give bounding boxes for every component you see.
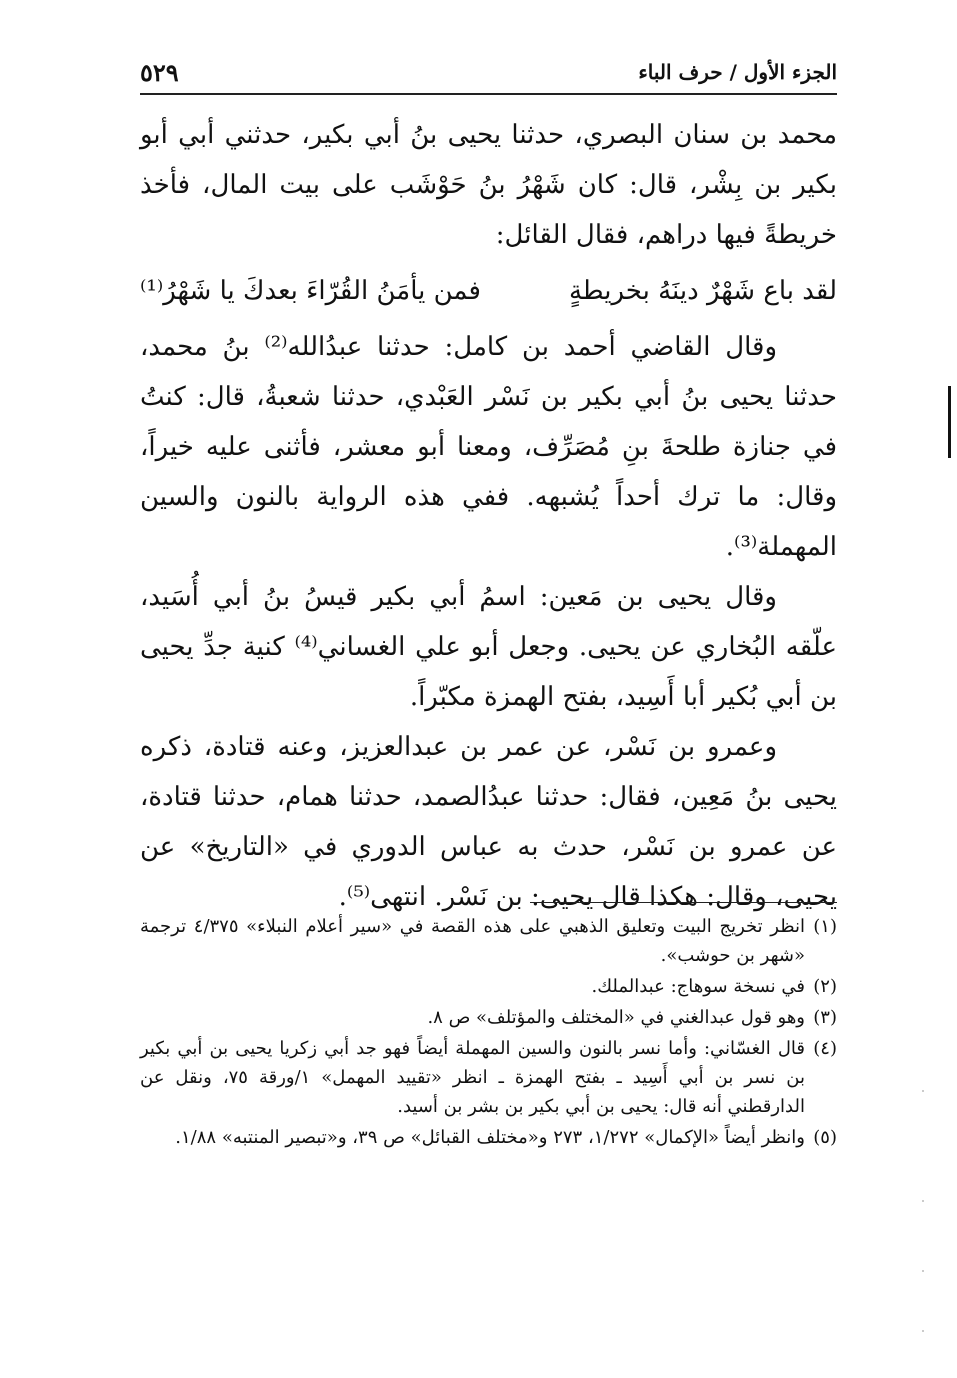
footnote [140,972,837,1001]
footnote-number: (١) [813,916,837,937]
header-rule [140,93,837,95]
main-text [140,110,837,922]
footnote-number: (٢) [813,976,837,997]
footnote [140,1003,837,1032]
page-header [140,52,837,92]
footnote [140,912,837,970]
scan-speck [922,1270,924,1272]
verse-hemistich-second: فمن يأمَنُ القُرّاءَ بعدكَ يا شَهْرُ⁽¹⁾ [140,276,481,306]
paragraph-4: وعمرو بن نَسْر، عن عمر بن عبدالعزيز، وعنه قتادة، ذكره يحيى بنُ مَعِين، فقال: حدثنا عبدُالصمد، حدثنا همام، حدثنا قتادة، عن عمرو بن نَسْر، حدث به عباس الدوري في «التاريخ» عن يحيى، وقال: هكذا قال يحيى: بن نَسْر. انتهى⁽⁵⁾. [140,732,837,912]
paragraph-2: وقال القاضي أحمد بن كامل: حدثنا عبدُالله⁽²⁾ بنُ محمد، حدثنا يحيى بنُ أبي بكير بن نَسْر العَبْدي، حدثنا شعبةُ، قال: كنتُ في جنازة طلحةَ بنِ مُصَرِّف، ومعنا أبو معشر، فأثنى عليه خيراً، وقال: ما ترك أحداً يُشبهه. ففي هذه الرواية بالنون والسين المهملة⁽³⁾. [140,332,838,562]
verse-hemistich-first: لقد باع شَهْرٌ دينَهُ بخريطةٍ [568,276,837,306]
running-title: الجزء الأول / حرف الباء [638,60,837,84]
scan-speck [922,1090,924,1092]
paragraph-3: وقال يحيى بن مَعين: اسمُ أبي بكير قيسُ بنُ أبي أُسَيد، علّقه البُخاري عن يحيى. وجعل أبو علي الغساني⁽⁴⁾ كنية جدِّ يحيى بن أبي بُكير أبا أَسِيد، بفتح الهمزة مكبّراً. [140,582,837,712]
paragraph-1: محمد بن سنان البصري، حدثنا يحيى بنُ أبي بكير، حدثني أبي أبو بكير بن بِشْر، قال: كان شَهْرُ بنُ حَوْشَب على بيت المال، فأخذ خريطةً فيها دراهم، فقال القائل: [140,120,837,250]
footnote-text: وهو قول عبدالغني في «المختلف والمؤتلف» ص ٨. [427,1007,805,1028]
scan-speck [922,1330,924,1332]
footnote-text: انظر تخريج البيت وتعليق الذهبي على هذه القصة في «سير أعلام النبلاء» ٤/٣٧٥ ترجمة «شهر بن حوشب». [140,916,805,966]
footnote-text: وانظر أيضاً «الإكمال» ١/٢٧٢، ٢٧٣ و«مختلف القبائل» ص ٣٩، و«تبصير المنتبه» ١/٨٨. [175,1127,805,1148]
footnote-number: (٤) [813,1038,837,1059]
footnotes [140,912,837,1154]
scan-speck [922,1200,924,1202]
footnote [140,1123,837,1152]
footnote-number: (٥) [813,1127,837,1148]
footnote-text: قال الغسّاني: وأما نسر بالنون والسين المهملة أيضاً فهو جد أبي زكريا يحيى بن أبي بكير بن نسر بن أبي أَسِيد ـ بفتح الهمزة ـ انظر «تقييد المهمل» ١/ورقة ٧٥، ونقل عن الدارقطني أنه قال: يحيى بن أبي بكير بن بشر بن أسيد. [140,1038,805,1117]
scan-margin-mark [948,386,951,458]
page-number: ٥٢٩ [140,58,179,87]
footnote-number: (٣) [813,1007,837,1028]
footnote-text: في نسخة سوهاج: عبدالملك. [591,976,805,997]
footnote [140,1034,837,1121]
poetry-verse [140,260,837,322]
footnote-separator [530,902,837,903]
